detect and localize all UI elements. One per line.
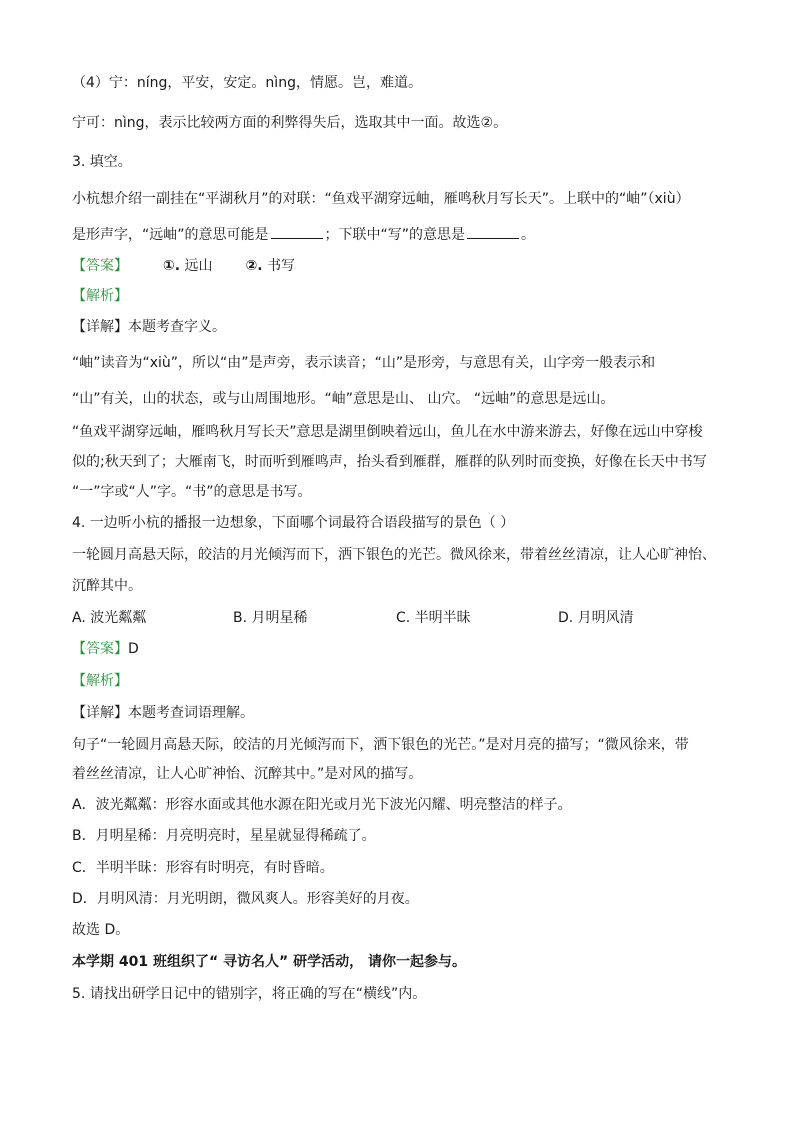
answer-tag: 【答案】 [72,641,128,657]
q3-stem-line1: 小杭想介绍一副挂在“平湖秋月”的对联：“鱼戏平湖穿远岫，雁鸣秋月写长天”。上联中的“岫”（xiù） [72,191,690,207]
q4-option-c: C. 半明半昧 [396,610,471,626]
answer-tag: 【答案】 [72,258,128,274]
analysis-tag: 【解析】 [72,673,128,689]
q2-conclusion-text: 宁可：nìng，表示比较两方面的利弊得失后，选取其中一面。故选②。 [72,115,508,131]
answer-blank-1 [271,224,323,239]
q3-explanation-line2: “山”有关，山的状态，或与山周围地形。“岫”意思是山、 山穴。 “远岫”的意思是远山。 [72,391,615,407]
q4-option-b: B. 月明星稀 [233,610,308,626]
q3-answer-line [72,256,734,276]
q4-option-a: A. 波光粼粼 [72,610,147,626]
q3-explanation-line3: “鱼戏平湖穿远岫，雁鸣秋月写长天”意思是湖里倒映着远山，鱼儿在水中游来游去，好像在远山中穿梭 [72,424,703,440]
q4-passage-line2: 沉醉其中。 [72,578,142,594]
q4-explanation-line2: 着丝丝清凉，让人心旷神怡、沉醉其中。”是对风的描写。 [72,766,423,782]
q4-detail-heading: 【详解】本题考查词语理解。 [72,705,254,721]
answer-2-text: 书写 [267,258,296,274]
q3-stem-part3: 。 [521,227,536,243]
q4-explain-option-a: A．波光粼粼：形容水面或其他水源在阳光或月光下波光闪耀、明亮整洁的样子。 [72,797,572,813]
q4-passage-line1: 一轮圆月高悬天际，皎洁的月光倾泻而下，洒下银色的光芒。微风徐来，带着丝丝清凉，让人心旷神怡、 [72,547,716,563]
q4-conclusion: 故选 D。 [72,922,130,938]
answer-1-number: ①. [162,258,181,274]
q5-stem: 5. 请找出研学日记中的错别字，将正确的写在“横线”内。 [72,986,427,1002]
q4-explanation-line1: 句子“一轮圆月高悬天际，皎洁的月光倾泻而下，洒下银色的光芒。”是对月亮的描写；“微风徐来，带 [72,737,689,753]
q4-answer: D [128,641,139,657]
q2-item-4-text: （4）宁：níng，平安，安定。nìng，情愿。岂，难道。 [72,75,422,91]
q3-detail-heading: 【详解】本题考查字义。 [72,319,226,335]
q3-explanation-line5: “一”字或“人”字。“书”的意思是书写。 [72,484,312,500]
q4-stem: 4. 一边听小杭的播报一边想象，下面哪个词最符合语段描写的景色（ ） [72,515,515,531]
q4-answer-line [72,639,734,659]
q4-explain-option-b: B．月明星稀：月亮明亮时，星星就显得稀疏了。 [72,828,376,844]
q4-option-d: D. 月明风清 [558,610,634,626]
q3-explanation-line4: 似的;秋天到了；大雁南飞，时而听到雁鸣声，抬头看到雁群，雁群的队列时而变换，好像在长天中书写 [72,454,707,470]
q4-explain-option-d: D．月明风清：月光明朗，微风爽人。形容美好的月夜。 [72,891,419,907]
q3-heading: 3. 填空。 [72,154,132,170]
q4-explain-option-c: C．半明半昧：形容有时明亮，有时昏暗。 [72,860,334,876]
q3-explanation-line1: “岫”读音为“xiù”，所以“由”是声旁，表示读音；“山”是形旁，与意思有关，山字旁一般表示和 [72,355,656,371]
q3-stem-line2 [72,224,734,245]
answer-1-text: 远山 [184,258,213,274]
section-heading: 本学期 401 班组织了“ 寻访名人” 研学活动， 请你一起参与。 [72,954,466,970]
answer-2-number: ②. [245,258,263,274]
q3-stem-part2: ；下联中“写”的意思是 [324,227,466,243]
q3-stem-part1: 是形声字，“远岫”的意思可能是 [72,227,269,243]
analysis-tag: 【解析】 [72,288,128,304]
answer-blank-2 [467,224,519,239]
